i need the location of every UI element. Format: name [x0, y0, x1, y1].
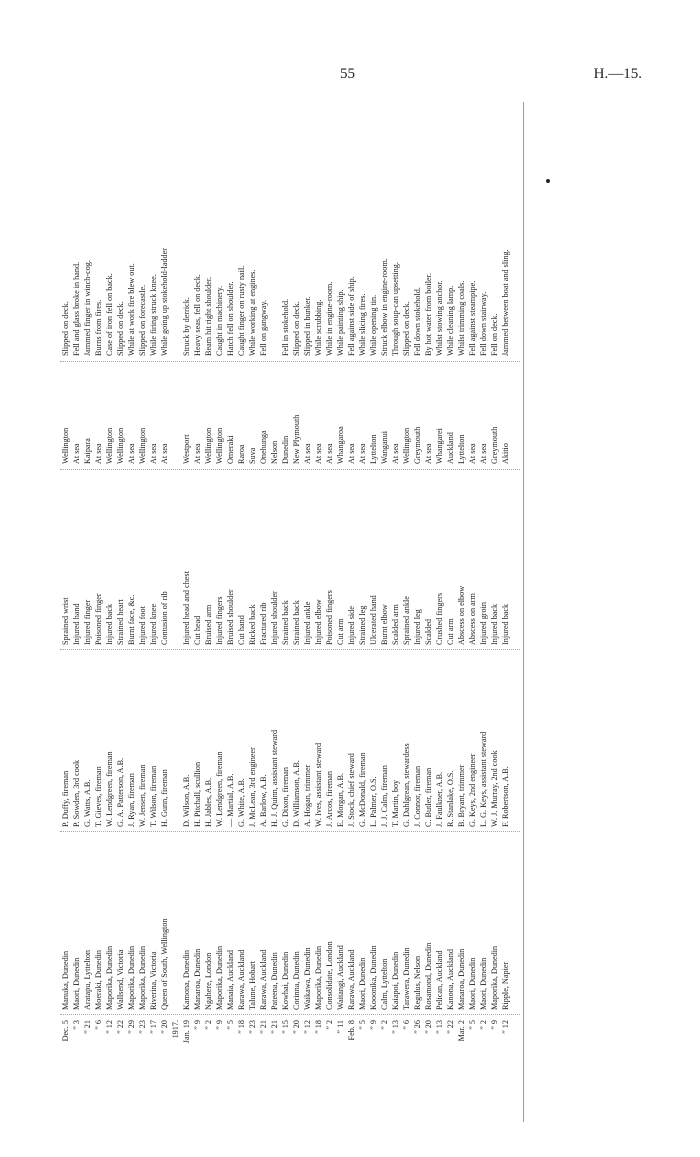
cause-cell: By hot water from boiler.	[424, 273, 433, 356]
port-cell: Whangaroa	[336, 426, 345, 464]
vessel-cell: Manaroa, Dunedin	[193, 948, 202, 1010]
name-cell: D. Williamson, A.B.	[292, 760, 301, 827]
vessel-cell: Ngahere, London	[204, 952, 213, 1010]
name-cell: J. Connor, fireman	[413, 765, 422, 827]
port-cell: At sea	[391, 443, 400, 464]
table-row	[247, 220, 258, 1070]
table-row	[445, 220, 456, 1070]
cause-cell: While working at engines.	[248, 269, 257, 356]
date-cell: ” 5	[468, 1020, 477, 1030]
date-cell: ” 2	[380, 1020, 389, 1030]
injury-cell: Injured hand	[72, 603, 81, 645]
date-cell: ” 9	[369, 1020, 378, 1030]
port-cell: Nelson	[270, 440, 279, 464]
injury-cell: Cut hand	[237, 615, 246, 645]
name-cell: P. Duffy, fireman	[61, 770, 70, 827]
cause-cell: Whilst trimming coals.	[457, 280, 466, 356]
date-cell: 1917.	[171, 1020, 180, 1039]
injury-cell: Injured ankle	[303, 601, 312, 645]
injury-cell: Poisoned fingers	[325, 590, 334, 645]
injury-cell: Injured side	[347, 606, 356, 645]
date-cell: ” 9	[490, 1020, 499, 1030]
port-cell: Greymouth	[490, 426, 499, 464]
cause-cell: While opening tin.	[369, 294, 378, 356]
vessel-cell: Maori, Dunedin	[358, 957, 367, 1010]
cause-cell: Fell down stokehold.	[413, 287, 422, 356]
table-row	[467, 220, 478, 1070]
table-row	[269, 220, 280, 1070]
port-cell: Akitio	[501, 443, 510, 464]
vessel-cell: Manaia, Auckland	[226, 949, 235, 1010]
vessel-cell: Corinna, Dunedin	[292, 951, 301, 1010]
vessel-cell: Kanona, Auckland	[446, 949, 455, 1010]
table-row	[291, 220, 302, 1070]
table-row	[236, 220, 247, 1070]
injury-cell: Sprained ankle	[402, 596, 411, 645]
cause-cell: Fell in stokehold.	[281, 298, 290, 356]
injury-cell: Injured groin	[479, 602, 488, 645]
margin-rule	[523, 102, 524, 1122]
table-row	[346, 220, 357, 1070]
table-row	[181, 220, 192, 1070]
date-cell: ” 17	[149, 1020, 158, 1034]
port-cell: Kaipara	[83, 438, 92, 464]
cause-cell: Slipped on deck.	[61, 301, 70, 356]
table-row	[126, 220, 137, 1070]
cause-cell: Slipped in bunker.	[303, 296, 312, 356]
port-cell: At sea	[314, 443, 323, 464]
vessel-cell: Rarawa, Auckland	[259, 949, 268, 1010]
date-cell: ” 22	[116, 1020, 125, 1034]
cause-cell: Caught finger on rusty nail.	[237, 265, 246, 356]
table-row	[93, 220, 104, 1070]
vessel-cell: Pateena, Dunedin	[270, 952, 279, 1010]
port-cell: At sea	[303, 443, 312, 464]
injury-cell: Scalded	[424, 619, 433, 645]
injury-cell: Burnt elbow	[380, 604, 389, 645]
name-cell: J. Arcos, fireman	[325, 771, 334, 827]
document-reference: H.—15.	[593, 66, 642, 82]
date-cell: ” 21	[259, 1020, 268, 1034]
injury-cell: Burnt face, &c.	[127, 594, 136, 645]
cause-cell: While painting ship.	[336, 289, 345, 356]
cause-cell: Fell on gangway.	[259, 299, 268, 356]
vessel-cell: Kaiapoi, Dunedin	[391, 951, 400, 1010]
table-row	[335, 220, 346, 1070]
name-cell: E. Morgan, A.B.	[336, 773, 345, 827]
name-cell: T. Gieves, fireman	[94, 766, 103, 827]
table-row	[302, 220, 313, 1070]
injury-cell: Injured shoulder	[270, 591, 279, 645]
table-row	[170, 220, 181, 1070]
injury-cell: Fractured rib	[259, 602, 268, 645]
cause-cell: Hatch fell on shoulder.	[226, 281, 235, 356]
port-cell: Wellington	[105, 427, 114, 464]
injury-cell: Cut arm	[446, 618, 455, 645]
page-number: 55	[340, 66, 355, 82]
vessel-cell: Riverina, Victoria	[149, 951, 158, 1010]
name-cell: H. J. Quinn, assistant steward	[270, 729, 279, 827]
date-cell: ” 2	[204, 1020, 213, 1030]
date-cell: ” 29	[127, 1020, 136, 1034]
port-cell: Greymouth	[413, 426, 422, 464]
vessel-cell: Waitangi, Auckland	[336, 945, 345, 1010]
injury-cell: Injured back	[501, 603, 510, 645]
vessel-cell: Maori, Dunedin	[468, 957, 477, 1010]
port-cell: At sea	[424, 443, 433, 464]
name-cell: C. Butler, fireman	[424, 767, 433, 827]
port-cell: New Plymouth	[292, 414, 301, 464]
vessel-cell: Kamona, Dunedin	[182, 949, 191, 1010]
table-row	[60, 220, 71, 1070]
name-cell: R. Stanlake, O.S.	[446, 770, 455, 827]
date-cell: ” 21	[83, 1020, 92, 1034]
vessel-cell: Rosamond, Dunedin	[424, 942, 433, 1010]
injury-cell: Sprained wrist	[61, 597, 70, 645]
table-row	[214, 220, 225, 1070]
vessel-cell: Maporika, Dunedin	[127, 945, 136, 1010]
injury-cell: Scalded arm	[391, 604, 400, 645]
table-row	[500, 220, 511, 1070]
vessel-cell: Pelican, Auckland	[435, 950, 444, 1010]
injury-cell: Injured foot	[138, 606, 147, 645]
cause-cell: Heavy seas, fell on deck.	[193, 274, 202, 356]
vessel-cell: Maporika, Dunedin	[490, 945, 499, 1010]
port-cell: At sea	[347, 443, 356, 464]
date-cell: ” 23	[248, 1020, 257, 1034]
name-cell: T. Martin, boy	[391, 779, 400, 827]
vessel-cell: Tarawera, Dunedin	[402, 947, 411, 1010]
vessel-cell: Talune, Hobart	[248, 961, 257, 1010]
vessel-cell: Rarawa, Auckland	[347, 949, 356, 1010]
table-row	[280, 220, 291, 1070]
date-cell: ” 18	[314, 1020, 323, 1034]
port-cell: Whangarei	[435, 428, 444, 464]
date-cell: ” 2	[325, 1020, 334, 1030]
port-cell: At sea	[127, 443, 136, 464]
cause-cell: Fell against steampipe.	[468, 280, 477, 356]
cause-cell: While in engine-room.	[325, 281, 334, 356]
date-cell: ” 2	[479, 1020, 488, 1030]
table-row	[434, 220, 445, 1070]
cause-cell: While slicing fires.	[358, 293, 367, 356]
cause-cell: Slipped on deck.	[402, 301, 411, 356]
name-cell: J. Ryan, fireman	[127, 773, 136, 827]
injury-cell: Cut arm	[336, 618, 345, 645]
name-cell: W. Lendgreen, fireman	[105, 751, 114, 827]
name-cell: W. J. Murray, 2nd cook	[490, 750, 499, 827]
date-cell: ” 12	[303, 1020, 312, 1034]
date-cell: Feb. 8	[347, 1020, 356, 1041]
name-cell: G. McDonald, fireman	[358, 752, 367, 827]
name-cell: G. Dixon, fireman	[281, 766, 290, 827]
cause-cell: While cleaning lamp.	[446, 285, 455, 356]
name-cell: A. Hogan, trimmer	[303, 764, 312, 827]
name-cell: L. G. Keys, assistant steward	[479, 731, 488, 827]
injury-cell: Injured finger	[83, 599, 92, 645]
date-cell: ” 11	[336, 1020, 345, 1034]
cause-cell: Caught in machinery.	[215, 285, 224, 356]
injury-cell: Strained back	[292, 600, 301, 645]
table-row	[104, 220, 115, 1070]
date-cell: ” 13	[391, 1020, 400, 1034]
port-cell: Wellington	[116, 427, 125, 464]
injury-cell: Strained back	[281, 600, 290, 645]
injury-cell: Crushed fingers	[435, 592, 444, 645]
date-cell: ” 12	[105, 1020, 114, 1034]
vessel-cell: Wallsend, Victoria	[116, 949, 125, 1010]
port-cell: Lyttelton	[369, 434, 378, 464]
date-cell: Mar. 2	[457, 1020, 466, 1042]
date-cell: ” 5	[226, 1020, 235, 1030]
injury-cell: Injured back	[490, 603, 499, 645]
table-row	[225, 220, 236, 1070]
name-cell: G. A. Patterson, A.B.	[116, 757, 125, 827]
cause-cell: Jammed between boat and sling.	[501, 249, 510, 356]
cause-cell: While scrubbing.	[314, 299, 323, 356]
port-cell: Raroa	[237, 444, 246, 464]
table-row	[258, 220, 269, 1070]
cause-cell: Slipped on forecastle.	[138, 284, 147, 356]
injury-cell: Bruised arm	[204, 604, 213, 645]
table-row	[423, 220, 434, 1070]
table-row	[324, 220, 335, 1070]
ink-dot	[546, 179, 550, 183]
table-row	[148, 220, 159, 1070]
name-cell: H. Gunn, fireman	[160, 769, 169, 827]
vessel-cell: Rarawa, Auckland	[237, 949, 246, 1010]
injury-cell: Ulcerated hand	[369, 595, 378, 645]
port-cell: Wellington	[138, 427, 147, 464]
injury-cell: Ricked back	[248, 604, 257, 645]
accident-table	[60, 220, 520, 1070]
injury-cell: Poisoned finger	[94, 593, 103, 645]
vessel-cell: Maori, Dunedin	[72, 957, 81, 1010]
injury-cell: Strained heart	[116, 599, 125, 645]
port-cell: At sea	[160, 443, 169, 464]
cause-cell: While firing struck knee.	[149, 274, 158, 356]
table-row	[368, 220, 379, 1070]
name-cell: J. Stock, chief steward	[347, 753, 356, 827]
date-cell: ” 18	[237, 1020, 246, 1034]
name-cell: J. J. Calm, fireman	[380, 765, 389, 827]
table-row	[357, 220, 368, 1070]
date-cell: ” 21	[270, 1020, 279, 1034]
date-cell: ” 26	[413, 1020, 422, 1034]
vessel-cell: Kooonika, Dunedin	[369, 945, 378, 1010]
cause-cell: Struck by derrick.	[182, 297, 191, 356]
name-cell: B. Bryant, trimmer	[457, 764, 466, 827]
name-cell: J. Faulkner, A.B.	[435, 771, 444, 827]
cause-cell: Beam hit right shoulder.	[204, 276, 213, 356]
cause-cell: Through soup-can upsetting.	[391, 262, 400, 356]
vessel-cell: Manuka, Dunedin	[61, 950, 70, 1010]
injury-cell: Injured elbow	[314, 599, 323, 645]
port-cell: Westport	[182, 434, 191, 464]
name-cell: L. Palmer, O.S.	[369, 776, 378, 827]
port-cell: Dunedin	[281, 435, 290, 464]
date-cell: ” 3	[72, 1020, 81, 1030]
port-cell: At sea	[468, 443, 477, 464]
table-row	[203, 220, 214, 1070]
name-cell: J. McLean, 3rd engineer	[248, 747, 257, 827]
table-row	[82, 220, 93, 1070]
table-row	[71, 220, 82, 1070]
date-cell: ” 23	[138, 1020, 147, 1034]
name-cell: G. Dahlgrean, stewardess	[402, 743, 411, 827]
injury-cell: Injured back	[105, 603, 114, 645]
vessel-cell: Maporika, Dunedin	[314, 945, 323, 1010]
cause-cell: Fell and glass broke in hand.	[72, 261, 81, 356]
cause-cell: Jammed finger in winch-cog.	[83, 260, 92, 356]
name-cell: G. Watts, A.B.	[83, 779, 92, 827]
port-cell: At sea	[325, 443, 334, 464]
port-cell: At sea	[72, 443, 81, 464]
port-cell: At sea	[358, 443, 367, 464]
vessel-cell: Maporika, Dunedin	[215, 945, 224, 1010]
date-cell: ” 5	[358, 1020, 367, 1030]
table-row	[192, 220, 203, 1070]
port-cell: Auckland	[446, 432, 455, 464]
port-cell: At sea	[193, 443, 202, 464]
table-row	[313, 220, 324, 1070]
injury-cell: Abscess on elbow	[457, 585, 466, 645]
table-row	[489, 220, 500, 1070]
name-cell: H. Jables, A.B.	[204, 777, 213, 827]
date-cell: ” 20	[160, 1020, 169, 1034]
table-row	[401, 220, 412, 1070]
port-cell: At sea	[149, 443, 158, 464]
vessel-cell: Moeraki, Dunedin	[94, 949, 103, 1010]
cause-cell: Case of iron fell on back.	[105, 273, 114, 356]
injury-cell: Injured leg	[413, 609, 422, 645]
table-row	[159, 220, 170, 1070]
port-cell: Wanganui	[380, 431, 389, 464]
vessel-cell: Aratapu, Lyttelton	[83, 949, 92, 1010]
port-cell: Lyttelton	[457, 434, 466, 464]
port-cell: Wellington	[61, 427, 70, 464]
table-row	[412, 220, 423, 1070]
table-row	[390, 220, 401, 1070]
name-cell: A. Barlow, A.B.	[259, 774, 268, 827]
port-cell: Wellington	[204, 427, 213, 464]
name-cell: G. Keys, 2nd engineer	[468, 753, 477, 827]
date-cell: Jan. 19	[182, 1020, 191, 1044]
vessel-cell: Consolidate, London	[325, 941, 334, 1010]
vessel-cell: Maori, Dunedin	[479, 957, 488, 1010]
name-cell: W. Lendgreen, fireman	[215, 751, 224, 827]
port-cell: Wellington	[215, 427, 224, 464]
date-cell: ” 12	[501, 1020, 510, 1034]
port-cell: Omeraki	[226, 435, 235, 464]
port-cell: Suva	[248, 447, 257, 464]
cause-cell: While going up stokehold-ladder	[160, 247, 169, 356]
cause-cell: Burns from fires.	[94, 299, 103, 356]
port-cell: At sea	[94, 443, 103, 464]
injury-cell: Injured knee	[149, 603, 158, 645]
vessel-cell: Maporika, Dunedin	[105, 945, 114, 1010]
vessel-cell: Calm, Lyttelton	[380, 958, 389, 1010]
port-cell: Onehunga	[259, 430, 268, 464]
name-cell: P. Sowden, 3rd cook	[72, 759, 81, 827]
injury-cell: Strained leg	[358, 605, 367, 645]
injury-cell: Contusion of rib	[160, 591, 169, 645]
name-cell: T. Wilson, fireman	[149, 765, 158, 827]
injury-cell: Injured fingers	[215, 596, 224, 645]
vessel-cell: Ripple, Napier	[501, 961, 510, 1010]
injury-cell: Abscess on arm	[468, 593, 477, 645]
cause-cell: Fell on deck.	[490, 313, 499, 356]
name-cell: H. Pitchall, scullion	[193, 761, 202, 827]
injury-cell: Bruised shoulder	[226, 589, 235, 645]
port-cell: Wellington	[402, 427, 411, 464]
cause-cell: Fell down stairway.	[479, 291, 488, 356]
name-cell: F. Robertson, A.B.	[501, 766, 510, 827]
name-cell: D. Wilson, A.B.	[182, 774, 191, 827]
cause-cell: Slipped on deck.	[292, 301, 301, 356]
table-row	[137, 220, 148, 1070]
port-cell: At sea	[479, 443, 488, 464]
table-row	[456, 220, 467, 1070]
injury-cell: Cut head	[193, 615, 202, 645]
vessel-cell: Maporika, Dunedin	[138, 945, 147, 1010]
cause-cell: While at work fire blew out.	[127, 263, 136, 356]
vessel-cell: Kowhai, Dunedin	[281, 951, 290, 1010]
date-cell: ” 9	[193, 1020, 202, 1030]
cause-cell: Struck elbow in engine-room.	[380, 258, 389, 356]
date-cell: Dec. 5	[61, 1020, 70, 1042]
cause-cell: Fell against side of ship.	[347, 276, 356, 356]
vessel-cell: Queen of South, Wellington	[160, 918, 169, 1010]
vessel-cell: Regulus, Nelson	[413, 955, 422, 1010]
name-cell: G. White, A.B.	[237, 778, 246, 827]
name-cell: W. Jensen, fireman	[138, 764, 147, 827]
name-cell: W. Ives, assistant steward	[314, 742, 323, 827]
date-cell: ” 6	[402, 1020, 411, 1030]
date-cell: ” 13	[435, 1020, 444, 1034]
vessel-cell: Manaroa, Dunedin	[457, 948, 466, 1010]
cause-cell: Whilst stowing anchor.	[435, 280, 444, 356]
table-row	[115, 220, 126, 1070]
date-cell: ” 22	[446, 1020, 455, 1034]
date-cell: ” 20	[292, 1020, 301, 1034]
table-row	[478, 220, 489, 1070]
date-cell: ” 6	[94, 1020, 103, 1030]
injury-cell: Injured head and chest	[182, 571, 191, 645]
date-cell: ” 9	[215, 1020, 224, 1030]
vessel-cell: Waikawa, Dunedin	[303, 947, 312, 1010]
name-cell: — Martial, A.B.	[226, 773, 235, 827]
date-cell: ” 15	[281, 1020, 290, 1034]
table-row	[379, 220, 390, 1070]
date-cell: ” 20	[424, 1020, 433, 1034]
cause-cell: Slipped on deck.	[116, 301, 125, 356]
